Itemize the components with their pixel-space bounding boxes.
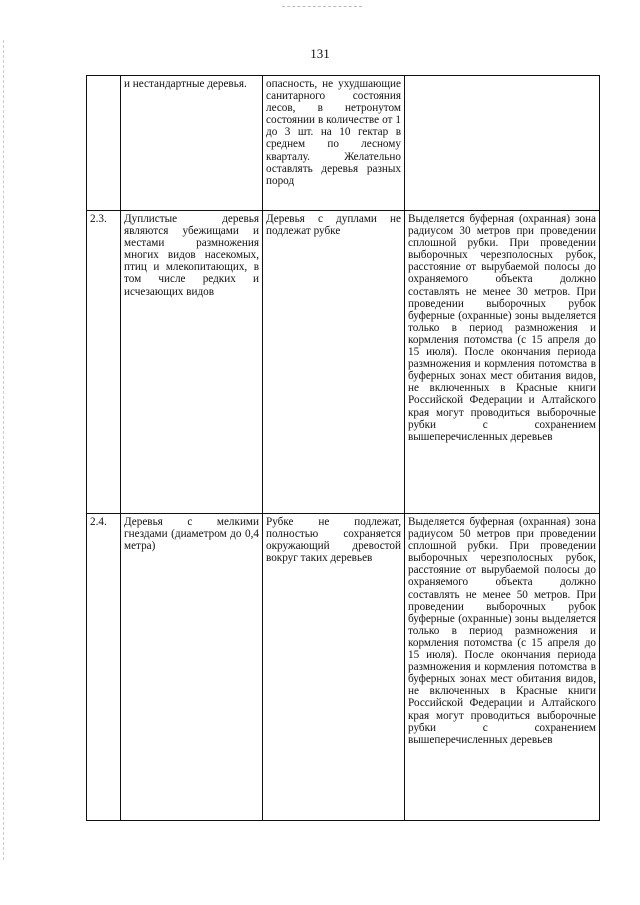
requirement-cell: опасность, не ухудшающие санитарного состояния лесов, в нетронутом состоянии в количестве от 1 до 3 шт. на 10 гектар в среднем по лесному кварталу. Желательно оставлять деревья разных пород: [263, 76, 405, 211]
page-number: 131: [310, 46, 330, 61]
row-number: 2.3.: [87, 211, 121, 514]
object-cell: Дуплистые деревья являются убежищами и местами размножения многих видов насекомых, птиц и млекопитающих, в том числе редких и исчезающих видов: [121, 211, 263, 514]
row-number: [87, 76, 121, 211]
note-cell: [405, 76, 600, 211]
requirements-table: [86, 75, 600, 821]
object-cell: Деревья с мелкими гнездами (диаметром до 0,4 метра): [121, 514, 263, 821]
row-number: 2.4.: [87, 514, 121, 821]
requirement-cell: Рубке не подлежат, полностью сохраняется окружающий древостой вокруг таких деревьев: [263, 514, 405, 821]
table-row: [87, 514, 600, 821]
note-cell: Выделяется буферная (охранная) зона радиусом 30 метров при проведении сплошной рубки. При проведении выборочных черезполосных рубок, расстояние от вырубаемой полосы до охраняемого объекта должно составлять не менее 30 метров. При проведении выборочных рубок буферные (охранные) зоны выделяется только в период размножения и кормления потомства (с 15 апреля до 15 июля). После окончания периода размножения и кормления потомства в буферных зонах мест обитания видов, не включенных в Красные книги Российской Федерации и Алтайского края могут проводиться выборочные рубки с сохранением вышеперечисленных деревьев: [405, 211, 600, 514]
scan-artifact-top: [282, 6, 362, 9]
table-row: [87, 211, 600, 514]
table-row: [87, 76, 600, 211]
note-cell: Выделяется буферная (охранная) зона радиусом 50 метров при проведении сплошной рубки. При проведении выборочных черезполосных рубок, расстояние от вырубаемой полосы до охраняемого объекта должно составлять не менее 50 метров. При проведении выборочных рубок буферные (охранные) зоны выделяется только в период размножения и кормления потомства (с 15 апреля до 15 июля). После окончания периода размножения и кормления потомства в буферных зонах мест обитания видов, не включенных в Красные книги Российской Федерации и Алтайского края могут проводиться выборочные рубки с сохранением вышеперечисленных деревьев: [405, 514, 600, 821]
object-cell: и нестандартные деревья.: [121, 76, 263, 211]
requirement-cell: Деревья с дуплами не подлежат рубке: [263, 211, 405, 514]
scan-artifact-left: [3, 40, 5, 860]
